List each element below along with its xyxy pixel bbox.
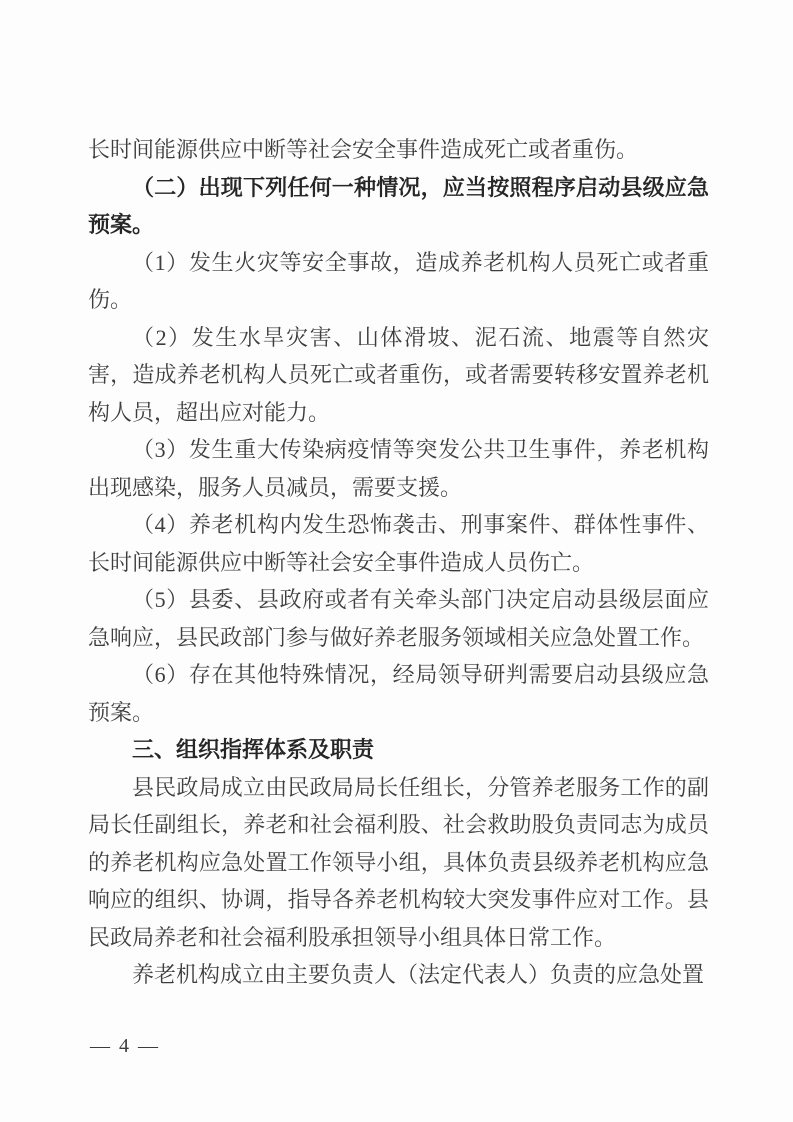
paragraph-org-structure: 县民政局成立由民政局局长任组长，分管养老服务工作的副局长任副组长，养老和社会福利股、社会救助股负责同志为成员的养老机构应急处置工作领导小组，具体负责县级养老机构应急响应的组织、协调，指导各养老机构较大突发事件应对工作。县民政局养老和社会福利股承担领导小组具体日常工作。 (88, 774, 709, 950)
paragraph-institution-lead: 养老机构成立由主要负责人（法定代表人）负责的应急处置 (132, 962, 705, 987)
paragraph-continuation: 长时间能源供应中断等社会安全事件造成死亡或者重伤。 (88, 137, 639, 162)
list-item-4: （4）养老机构内发生恐怖袭击、刑事案件、群体性事件、长时间能源供应中断等社会安全事件造成人员伤亡。 (88, 512, 709, 575)
page-number: — 4 — (90, 1035, 160, 1057)
list-item-2: （2）发生水旱灾害、山体滑坡、泥石流、地震等自然灾害，造成养老机构人员死亡或者重伤，或者需要转移安置养老机构人员，超出应对能力。 (88, 324, 709, 425)
list-item-6: （6）存在其他特殊情况，经局领导研判需要启动县级应急预案。 (88, 662, 709, 725)
list-item-1: （1）发生火灾等安全事故，造成养老机构人员死亡或者重伤。 (88, 249, 709, 312)
section-heading-3: 三、组织指挥体系及职责 (132, 737, 375, 762)
list-item-5: （5）县委、县政府或者有关牵头部门决定启动县级层面应急响应，县民政部门参与做好养老服务领域相关应急处置工作。 (88, 587, 709, 650)
list-item-3: （3）发生重大传染病疫情等突发公共卫生事件，养老机构出现感染，服务人员减员，需要支援。 (88, 437, 709, 500)
section-heading-condition-2: （二）出现下列任何一种情况，应当按照程序启动县级应急预案。 (88, 174, 709, 237)
page-body-text (88, 131, 709, 994)
